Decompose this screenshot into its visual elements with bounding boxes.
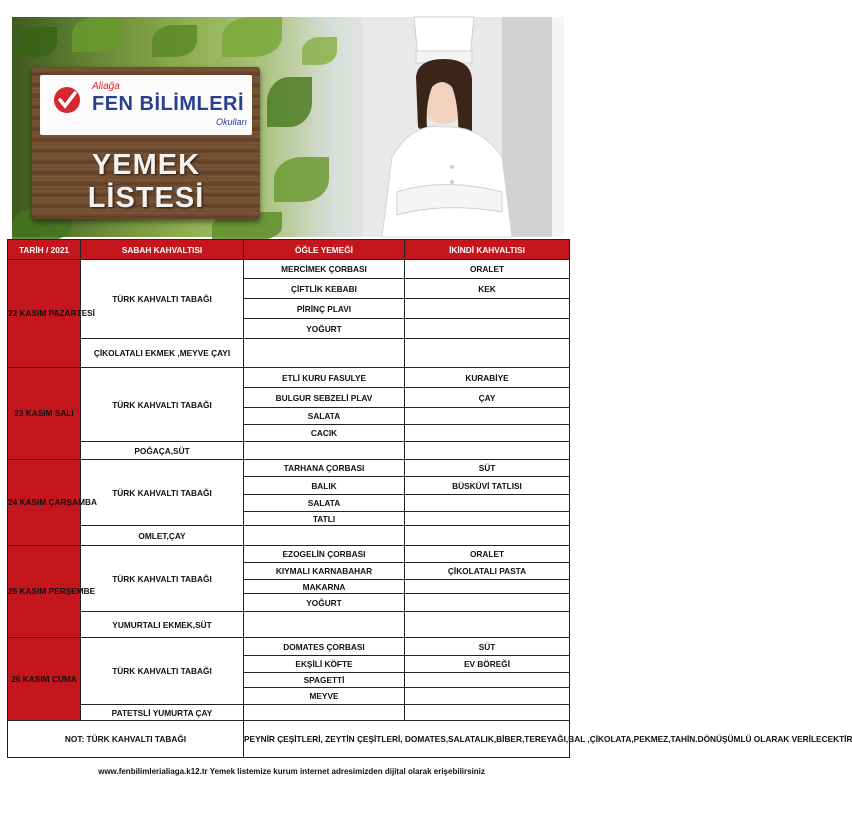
- empty-cell: [244, 612, 405, 638]
- checkmark-logo-icon: [54, 87, 80, 113]
- breakfast-extra: ÇİKOLATALI EKMEK ,MEYVE ÇAYI: [81, 339, 244, 368]
- breakfast-cell: TÜRK KAHVALTI TABAĞI: [81, 368, 244, 442]
- lunch-item: MERCİMEK ÇORBASI: [244, 260, 405, 279]
- snack-item: [405, 688, 570, 705]
- logo-subtitle: Okulları: [216, 117, 248, 127]
- day-date: 25 KASIM PERŞEMBE: [8, 546, 81, 638]
- breakfast-extra: OMLET,ÇAY: [81, 526, 244, 546]
- empty-cell: [405, 442, 570, 460]
- snack-item: BÜSKÜVİ TATLISI: [405, 477, 570, 495]
- leaf-decoration: [267, 77, 312, 127]
- snack-item: [405, 594, 570, 612]
- leaf-decoration: [222, 17, 282, 57]
- snack-item: [405, 408, 570, 425]
- lunch-item: TATLI: [244, 512, 405, 526]
- school-logo: [40, 75, 252, 135]
- snack-item: ÇİKOLATALI PASTA: [405, 563, 570, 580]
- breakfast-extra: YUMURTALI EKMEK,SÜT: [81, 612, 244, 638]
- snack-item: [405, 495, 570, 512]
- snack-item: [405, 299, 570, 319]
- snack-item: ORALET: [405, 260, 570, 279]
- logo-city: Aliağa: [92, 81, 120, 92]
- lunch-item: MAKARNA: [244, 580, 405, 594]
- leaf-decoration: [302, 37, 337, 65]
- leaf-decoration: [274, 157, 329, 202]
- lunch-item: YOĞURT: [244, 594, 405, 612]
- table-header-row: [8, 240, 570, 260]
- header-snack: İKİNDİ KAHVALTISI: [405, 240, 570, 260]
- lunch-item: BULGUR SEBZELİ PLAV: [244, 388, 405, 408]
- snack-item: KEK: [405, 279, 570, 299]
- breakfast-cell: TÜRK KAHVALTI TABAĞI: [81, 638, 244, 705]
- lunch-item: SALATA: [244, 408, 405, 425]
- lunch-item: BALIK: [244, 477, 405, 495]
- snack-item: ORALET: [405, 546, 570, 563]
- snack-item: SÜT: [405, 638, 570, 656]
- breakfast-extra: PATETSLİ YUMURTA ÇAY: [81, 705, 244, 721]
- empty-cell: [244, 705, 405, 721]
- lunch-item: EKŞİLİ KÖFTE: [244, 656, 405, 673]
- header-lunch: ÖĞLE YEMEĞİ: [244, 240, 405, 260]
- breakfast-cell: TÜRK KAHVALTI TABAĞI: [81, 460, 244, 526]
- leaf-decoration: [72, 17, 122, 52]
- footer-website-note: www.fenbilimlerialiaga.k12.tr Yemek listemize kurum internet adresimizden dijital olarak erişebilirsiniz: [98, 767, 485, 776]
- snack-item: EV BÖREĞİ: [405, 656, 570, 673]
- leaf-decoration: [152, 25, 197, 57]
- lunch-item: PİRİNÇ PLAVI: [244, 299, 405, 319]
- header-date: TARİH / 2021: [8, 240, 81, 260]
- menu-sign: [32, 67, 260, 219]
- snack-item: [405, 673, 570, 688]
- lunch-item: ÇİFTLİK KEBABI: [244, 279, 405, 299]
- lunch-item: TARHANA ÇORBASI: [244, 460, 405, 477]
- snack-item: [405, 425, 570, 442]
- snack-item: KURABİYE: [405, 368, 570, 388]
- lunch-item: SALATA: [244, 495, 405, 512]
- empty-cell: [405, 526, 570, 546]
- header-breakfast: SABAH KAHVALTISI: [81, 240, 244, 260]
- lunch-item: YOĞURT: [244, 319, 405, 339]
- snack-item: ÇAY: [405, 388, 570, 408]
- empty-cell: [244, 339, 405, 368]
- lunch-item: KIYMALI KARNABAHAR: [244, 563, 405, 580]
- day-date: 23 KASIM SALI: [8, 368, 81, 460]
- lunch-item: MEYVE: [244, 688, 405, 705]
- snack-item: SÜT: [405, 460, 570, 477]
- snack-item: [405, 580, 570, 594]
- banner: [12, 17, 564, 237]
- leaf-decoration: [17, 27, 57, 57]
- snack-item: [405, 319, 570, 339]
- day-date: 24 KASIM ÇARŞAMBA: [8, 460, 81, 546]
- empty-cell: [244, 526, 405, 546]
- snack-item: [405, 512, 570, 526]
- lunch-item: CACIK: [244, 425, 405, 442]
- logo-school-name: FEN BİLİMLERİ: [92, 93, 245, 115]
- menu-table: [7, 239, 852, 758]
- chef-illustration: [352, 17, 552, 237]
- breakfast-extra: POĞAÇA,SÜT: [81, 442, 244, 460]
- note-text: PEYNİR ÇEŞİTLERİ, ZEYTİN ÇEŞİTLERİ, DOMATES,SALATALIK,BİBER,TEREYAĞI,BAL ,ÇİKOLATA,PEKMEZ,TAHİN.DÖNÜŞÜMLÜ OLARAK VERİLECEKTİR: [244, 721, 570, 758]
- breakfast-cell: TÜRK KAHVALTI TABAĞI: [81, 260, 244, 339]
- lunch-item: ETLİ KURU FASULYE: [244, 368, 405, 388]
- note-label: NOT: TÜRK KAHVALTI TABAĞI: [8, 721, 244, 758]
- empty-cell: [405, 705, 570, 721]
- page-title: YEMEK LİSTESİ: [87, 149, 205, 214]
- day-date: 26 KASIM CUMA: [8, 638, 81, 721]
- breakfast-cell: TÜRK KAHVALTI TABAĞI: [81, 546, 244, 612]
- empty-cell: [405, 339, 570, 368]
- lunch-item: EZOGELİN ÇORBASI: [244, 546, 405, 563]
- day-date: 22 KASIM PAZARTESİ: [8, 260, 81, 368]
- lunch-item: SPAGETTİ: [244, 673, 405, 688]
- lunch-item: DOMATES ÇORBASI: [244, 638, 405, 656]
- empty-cell: [405, 612, 570, 638]
- empty-cell: [244, 442, 405, 460]
